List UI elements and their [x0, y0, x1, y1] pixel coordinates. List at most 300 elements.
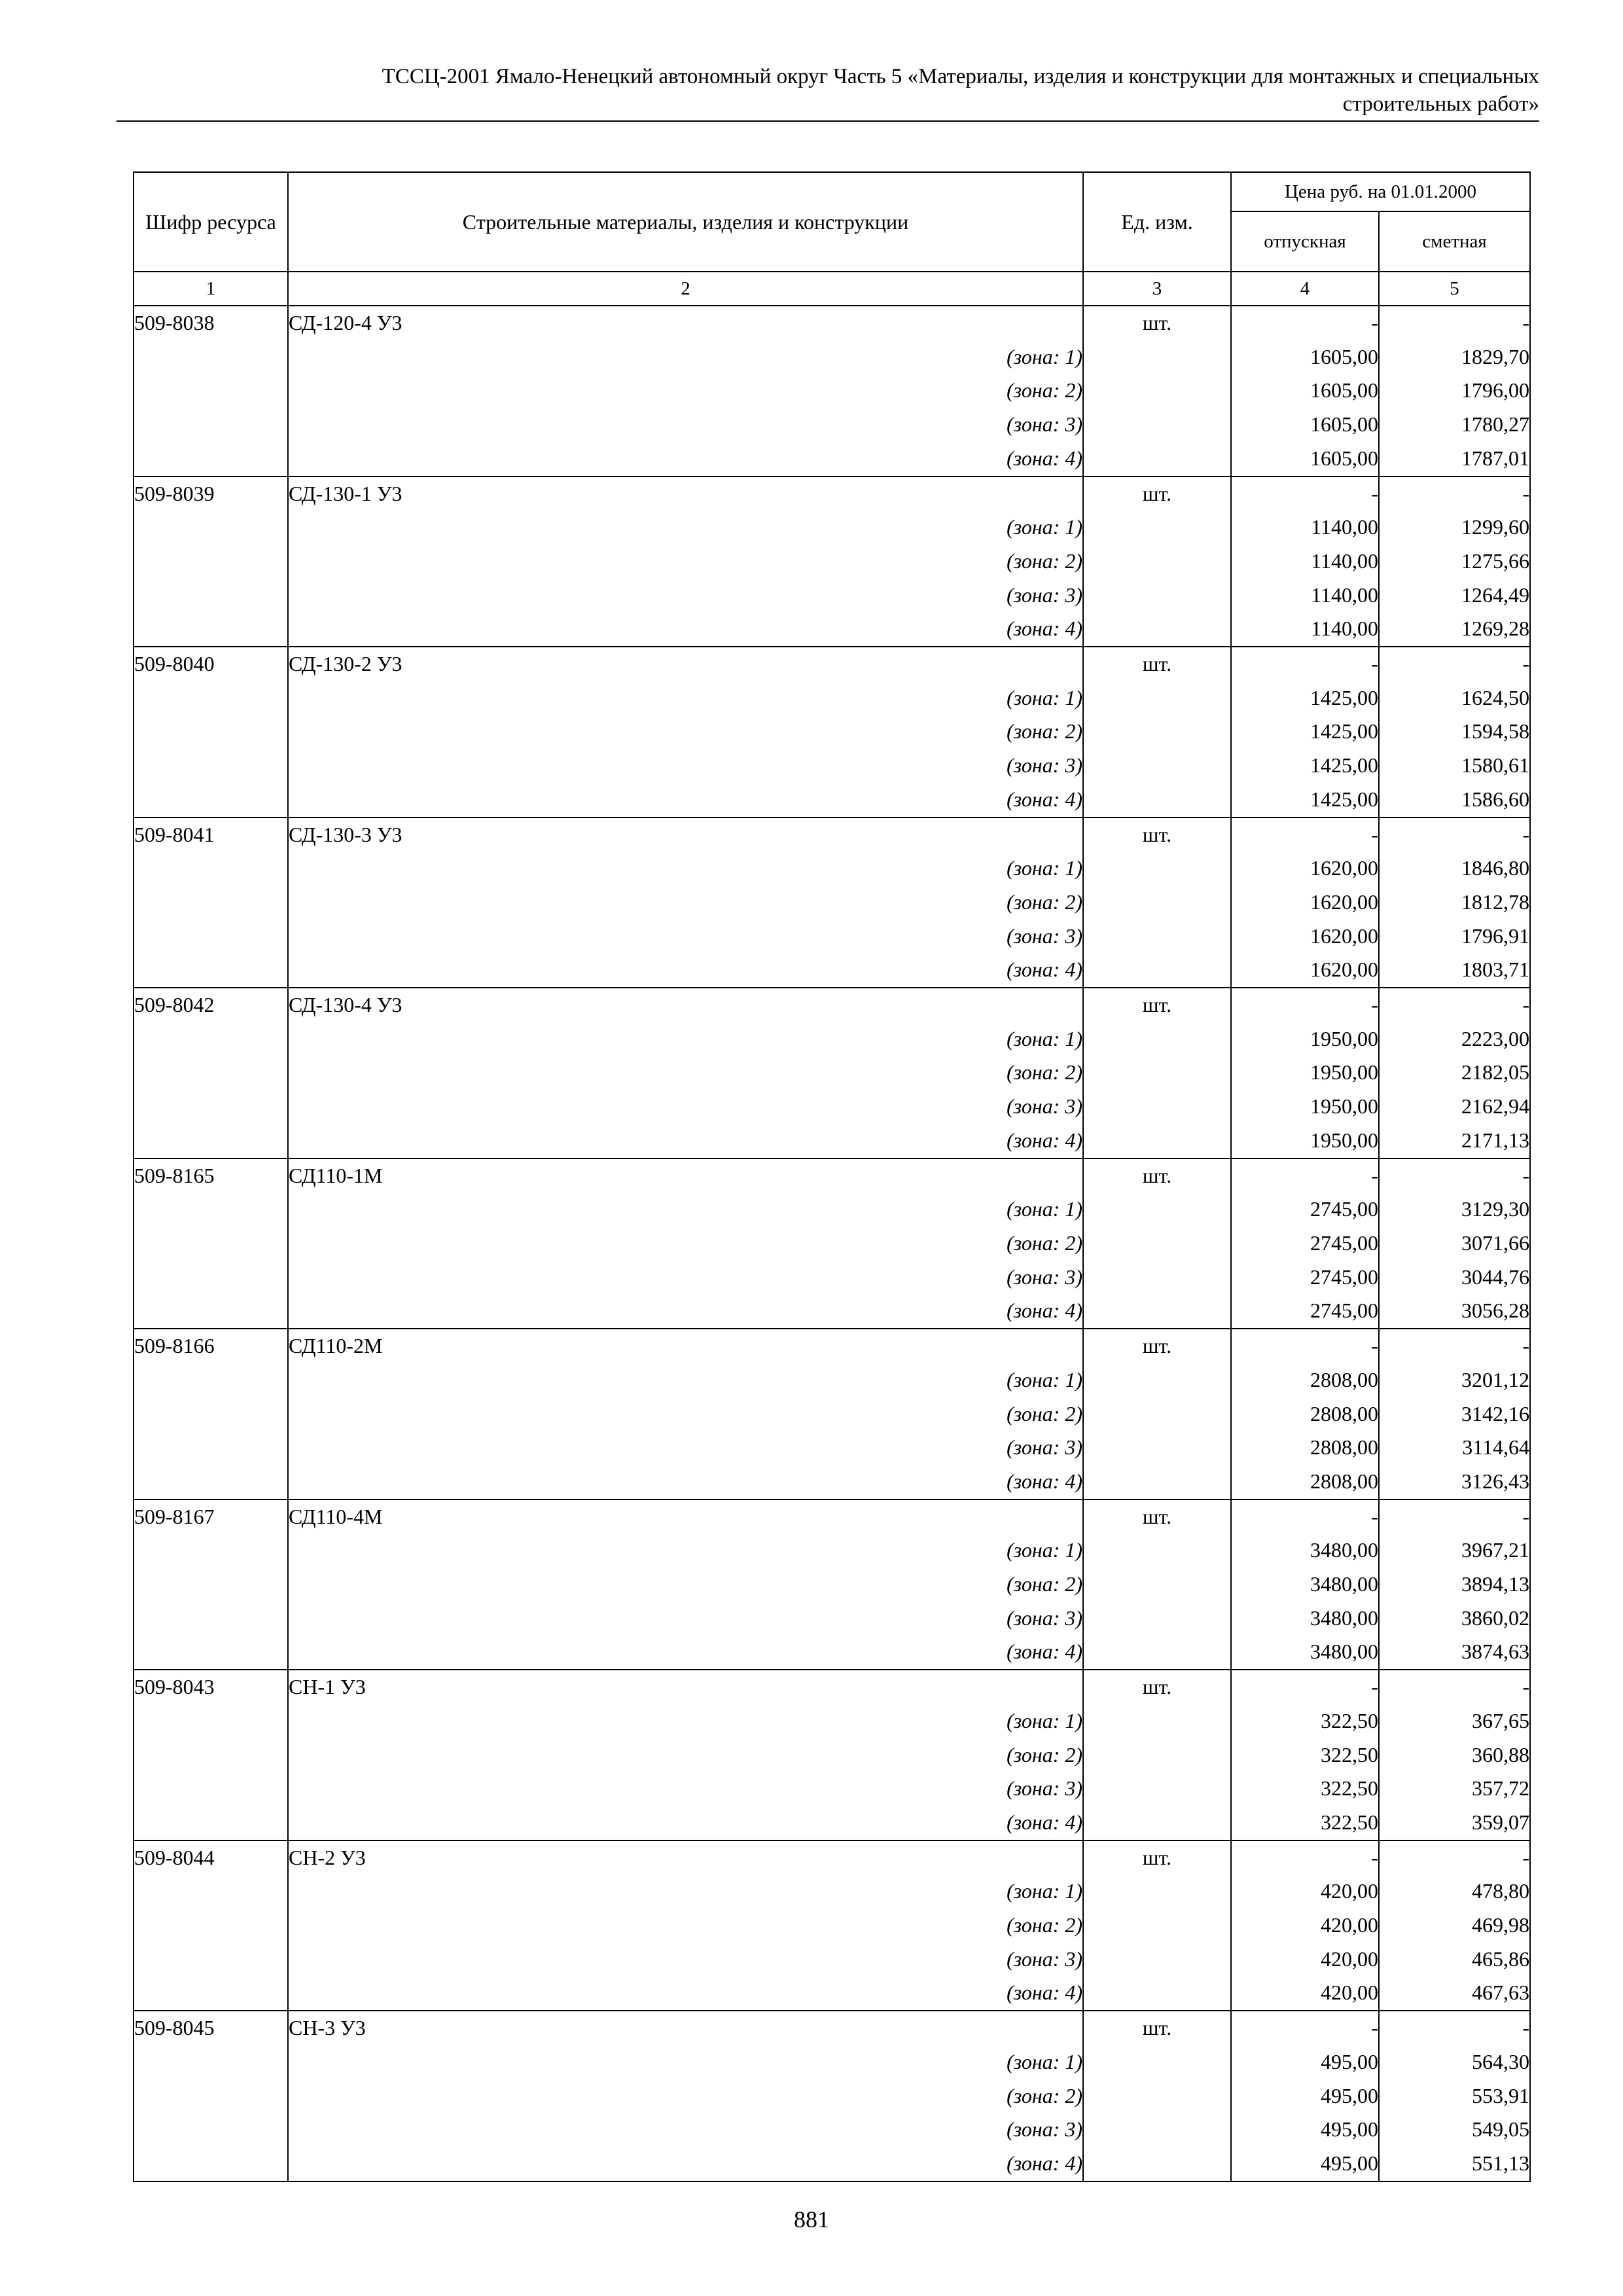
resource-code: 509-8041	[134, 817, 288, 852]
resource-code-empty	[134, 340, 288, 374]
resource-code: 509-8165	[134, 1158, 288, 1193]
unit-cell-empty	[1083, 1363, 1231, 1397]
unit-cell-empty	[1083, 953, 1231, 988]
zone-label: (зона: 2)	[288, 374, 1083, 408]
zone-label: (зона: 4)	[288, 953, 1083, 988]
zone-row	[134, 1874, 1530, 1909]
zone-label: (зона: 4)	[288, 2147, 1083, 2181]
zone-row	[134, 1124, 1530, 1158]
zone-row	[134, 2113, 1530, 2147]
price-estimate-cell: 1299,60	[1379, 511, 1530, 545]
zone-row	[134, 1022, 1530, 1056]
resource-code-empty	[134, 681, 288, 715]
zone-label: (зона: 2)	[288, 1397, 1083, 1431]
unit-cell-empty	[1083, 749, 1231, 783]
zone-row	[134, 749, 1530, 783]
zone-label: (зона: 3)	[288, 749, 1083, 783]
header-price-group: Цена руб. на 01.01.2000	[1231, 172, 1530, 211]
price-release-cell: 420,00	[1231, 1976, 1379, 2011]
price-estimate-cell: -	[1379, 988, 1530, 1022]
price-release-cell: 322,50	[1231, 1704, 1379, 1738]
resource-code-empty	[134, 1976, 288, 2011]
zone-label: (зона: 2)	[288, 1056, 1083, 1090]
zone-row	[134, 612, 1530, 647]
zone-label: (зона: 4)	[288, 1635, 1083, 1670]
table-row	[134, 306, 1530, 340]
zone-label: (зона: 4)	[288, 783, 1083, 817]
zone-row	[134, 511, 1530, 545]
zone-label: (зона: 1)	[288, 852, 1083, 886]
price-release-cell: 1950,00	[1231, 1056, 1379, 1090]
price-estimate-cell: -	[1379, 817, 1530, 852]
resource-code-empty	[134, 1193, 288, 1227]
resource-code-empty	[134, 1056, 288, 1090]
resource-code-empty	[134, 2113, 288, 2147]
header-code: Шифр ресурса	[134, 172, 288, 272]
unit-cell-empty	[1083, 886, 1231, 920]
price-estimate-cell: 3874,63	[1379, 1635, 1530, 1670]
unit-cell-empty	[1083, 1976, 1231, 2011]
price-estimate-cell: 2182,05	[1379, 1056, 1530, 1090]
zone-label: (зона: 1)	[288, 1534, 1083, 1568]
resource-code-empty	[134, 886, 288, 920]
unit-cell-empty	[1083, 1397, 1231, 1431]
resource-name: СД-130-4 У3	[288, 988, 1083, 1022]
price-release-cell: 1140,00	[1231, 579, 1379, 613]
zone-label: (зона: 2)	[288, 2079, 1083, 2113]
resource-code-empty	[134, 953, 288, 988]
price-estimate-cell: 3129,30	[1379, 1193, 1530, 1227]
resource-code-empty	[134, 1431, 288, 1465]
resource-code-empty	[134, 783, 288, 817]
zone-label: (зона: 1)	[288, 1193, 1083, 1227]
table-row	[134, 817, 1530, 852]
price-estimate-cell: 1624,50	[1379, 681, 1530, 715]
price-estimate-cell: 2171,13	[1379, 1124, 1530, 1158]
zone-label: (зона: 2)	[288, 1738, 1083, 1772]
price-release-cell: 2745,00	[1231, 1227, 1379, 1261]
price-release-cell: 2745,00	[1231, 1261, 1379, 1295]
price-estimate-cell: -	[1379, 1329, 1530, 1363]
zone-row	[134, 1294, 1530, 1329]
page-number: 881	[794, 2206, 829, 2233]
price-estimate-cell: 553,91	[1379, 2079, 1530, 2113]
unit-cell-empty	[1083, 1022, 1231, 1056]
price-estimate-cell: 3114,64	[1379, 1431, 1530, 1465]
unit-cell-empty	[1083, 1602, 1231, 1636]
price-release-cell: 1140,00	[1231, 612, 1379, 647]
price-release-cell: 1605,00	[1231, 340, 1379, 374]
unit-cell: шт.	[1083, 647, 1231, 681]
column-number: 1	[134, 272, 288, 306]
price-estimate-cell: 467,63	[1379, 1976, 1530, 2011]
zone-label: (зона: 2)	[288, 545, 1083, 579]
unit-cell-empty	[1083, 1431, 1231, 1465]
price-estimate-cell: 367,65	[1379, 1704, 1530, 1738]
resource-code-empty	[134, 1465, 288, 1499]
price-release-cell: -	[1231, 476, 1379, 511]
price-estimate-cell: -	[1379, 2011, 1530, 2045]
resource-code: 509-8042	[134, 988, 288, 1022]
price-estimate-cell: 3126,43	[1379, 1465, 1530, 1499]
resource-code-empty	[134, 1397, 288, 1431]
table-row	[134, 1329, 1530, 1363]
zone-label: (зона: 3)	[288, 1943, 1083, 1977]
price-release-cell: 420,00	[1231, 1943, 1379, 1977]
price-release-cell: -	[1231, 1329, 1379, 1363]
price-estimate-cell: -	[1379, 1158, 1530, 1193]
resource-code-empty	[134, 1124, 288, 1158]
price-estimate-cell: 1829,70	[1379, 340, 1530, 374]
zone-label: (зона: 4)	[288, 1806, 1083, 1840]
resource-code: 509-8045	[134, 2011, 288, 2045]
resource-code-empty	[134, 1704, 288, 1738]
price-release-cell: -	[1231, 306, 1379, 340]
resource-code-empty	[134, 1602, 288, 1636]
price-estimate-cell: 3056,28	[1379, 1294, 1530, 1329]
price-estimate-cell: 564,30	[1379, 2045, 1530, 2079]
resource-code: 509-8043	[134, 1670, 288, 1704]
resource-code-empty	[134, 1635, 288, 1670]
resource-code-empty	[134, 2147, 288, 2181]
price-release-cell: -	[1231, 1840, 1379, 1875]
resource-name: СД-130-1 У3	[288, 476, 1083, 511]
table-body	[134, 306, 1530, 2181]
price-estimate-cell: 469,98	[1379, 1909, 1530, 1943]
price-release-cell: 1140,00	[1231, 511, 1379, 545]
resource-code-empty	[134, 852, 288, 886]
unit-cell-empty	[1083, 1943, 1231, 1977]
price-estimate-cell: 3201,12	[1379, 1363, 1530, 1397]
unit-cell-empty	[1083, 1261, 1231, 1295]
price-estimate-cell: 1803,71	[1379, 953, 1530, 988]
price-estimate-cell: 549,05	[1379, 2113, 1530, 2147]
price-estimate-cell: -	[1379, 1840, 1530, 1875]
zone-label: (зона: 4)	[288, 1465, 1083, 1499]
unit-cell-empty	[1083, 1056, 1231, 1090]
resource-name: СД110-2М	[288, 1329, 1083, 1363]
zone-row	[134, 1193, 1530, 1227]
zone-row	[134, 2045, 1530, 2079]
price-release-cell: 495,00	[1231, 2147, 1379, 2181]
price-release-cell: 322,50	[1231, 1738, 1379, 1772]
unit-cell-empty	[1083, 2045, 1231, 2079]
resource-code-empty	[134, 1874, 288, 1909]
price-estimate-cell: 1269,28	[1379, 612, 1530, 647]
price-release-cell: 3480,00	[1231, 1635, 1379, 1670]
zone-row	[134, 2147, 1530, 2181]
price-estimate-cell: 3142,16	[1379, 1397, 1530, 1431]
header-line-1: ТССЦ-2001 Ямало-Ненецкий автономный округ Часть 5 «Материалы, изделия и конструкции для монтажных и специальных	[382, 65, 1539, 88]
resource-code-empty	[134, 1568, 288, 1602]
resource-code-empty	[134, 1909, 288, 1943]
zone-row	[134, 783, 1530, 817]
zone-label: (зона: 1)	[288, 1363, 1083, 1397]
resource-code-empty	[134, 1738, 288, 1772]
unit-cell: шт.	[1083, 988, 1231, 1022]
unit-cell: шт.	[1083, 476, 1231, 511]
unit-cell-empty	[1083, 1738, 1231, 1772]
header-price-estimate: сметная	[1379, 211, 1530, 272]
price-release-cell: 2808,00	[1231, 1397, 1379, 1431]
price-release-cell: 2808,00	[1231, 1431, 1379, 1465]
zone-label: (зона: 2)	[288, 1568, 1083, 1602]
unit-cell-empty	[1083, 340, 1231, 374]
resource-name: СД-130-2 У3	[288, 647, 1083, 681]
document-header	[116, 63, 1539, 118]
price-estimate-cell: 1580,61	[1379, 749, 1530, 783]
zone-row	[134, 1602, 1530, 1636]
price-release-cell: 1605,00	[1231, 408, 1379, 442]
price-estimate-cell: 359,07	[1379, 1806, 1530, 1840]
price-release-cell: 2808,00	[1231, 1465, 1379, 1499]
price-release-cell: 3480,00	[1231, 1568, 1379, 1602]
zone-row	[134, 681, 1530, 715]
zone-row	[134, 579, 1530, 613]
resource-name: СД-120-4 У3	[288, 306, 1083, 340]
unit-cell-empty	[1083, 1704, 1231, 1738]
unit-cell-empty	[1083, 1806, 1231, 1840]
price-estimate-cell: -	[1379, 647, 1530, 681]
unit-cell: шт.	[1083, 817, 1231, 852]
price-estimate-cell: 1796,00	[1379, 374, 1530, 408]
zone-label: (зона: 1)	[288, 2045, 1083, 2079]
price-release-cell: 1425,00	[1231, 783, 1379, 817]
unit-cell: шт.	[1083, 1670, 1231, 1704]
zone-row	[134, 1465, 1530, 1499]
unit-cell-empty	[1083, 1193, 1231, 1227]
zone-row	[134, 1056, 1530, 1090]
resource-code-empty	[134, 1090, 288, 1124]
price-release-cell: 1620,00	[1231, 852, 1379, 886]
price-estimate-cell: -	[1379, 1499, 1530, 1534]
unit-cell-empty	[1083, 1635, 1231, 1670]
unit-cell-empty	[1083, 920, 1231, 954]
resource-code-empty	[134, 408, 288, 442]
price-release-cell: -	[1231, 1670, 1379, 1704]
price-release-cell: 495,00	[1231, 2113, 1379, 2147]
resource-code-empty	[134, 511, 288, 545]
table-row	[134, 1499, 1530, 1534]
resource-name: СД-130-3 У3	[288, 817, 1083, 852]
zone-row	[134, 920, 1530, 954]
price-release-cell: 1620,00	[1231, 920, 1379, 954]
price-estimate-cell: 1780,27	[1379, 408, 1530, 442]
resource-code-empty	[134, 1534, 288, 1568]
price-table	[133, 171, 1531, 2182]
unit-cell-empty	[1083, 545, 1231, 579]
zone-label: (зона: 3)	[288, 2113, 1083, 2147]
resource-name: СД110-1М	[288, 1158, 1083, 1193]
price-estimate-cell: 551,13	[1379, 2147, 1530, 2181]
resource-name: СН-3 У3	[288, 2011, 1083, 2045]
zone-row	[134, 1806, 1530, 1840]
zone-label: (зона: 2)	[288, 1227, 1083, 1261]
unit-cell: шт.	[1083, 1329, 1231, 1363]
unit-cell-empty	[1083, 681, 1231, 715]
unit-cell-empty	[1083, 715, 1231, 749]
unit-cell-empty	[1083, 2113, 1231, 2147]
price-estimate-cell: -	[1379, 1670, 1530, 1704]
resource-name: СД110-4М	[288, 1499, 1083, 1534]
table-row	[134, 2011, 1530, 2045]
zone-label: (зона: 3)	[288, 1431, 1083, 1465]
resource-code-empty	[134, 749, 288, 783]
zone-label: (зона: 1)	[288, 1704, 1083, 1738]
zone-label: (зона: 4)	[288, 442, 1083, 476]
price-release-cell: 495,00	[1231, 2079, 1379, 2113]
zone-row	[134, 1090, 1530, 1124]
zone-row	[134, 545, 1530, 579]
zone-row	[134, 886, 1530, 920]
resource-code-empty	[134, 579, 288, 613]
price-estimate-cell: 360,88	[1379, 1738, 1530, 1772]
header-price-release: отпускная	[1231, 211, 1379, 272]
price-release-cell: 2745,00	[1231, 1294, 1379, 1329]
price-estimate-cell: 3044,76	[1379, 1261, 1530, 1295]
table-row	[134, 1158, 1530, 1193]
price-release-cell: 322,50	[1231, 1806, 1379, 1840]
price-release-cell: -	[1231, 2011, 1379, 2045]
unit-cell-empty	[1083, 1874, 1231, 1909]
header-line-2: строительных работ»	[1342, 92, 1539, 116]
column-number: 5	[1379, 272, 1530, 306]
unit-cell-empty	[1083, 852, 1231, 886]
zone-label: (зона: 3)	[288, 408, 1083, 442]
zone-row	[134, 1363, 1530, 1397]
unit-cell-empty	[1083, 783, 1231, 817]
zone-row	[134, 408, 1530, 442]
zone-label: (зона: 2)	[288, 1909, 1083, 1943]
resource-code-empty	[134, 2045, 288, 2079]
price-estimate-cell: 478,80	[1379, 1874, 1530, 1909]
zone-row	[134, 1704, 1530, 1738]
unit-cell-empty	[1083, 612, 1231, 647]
zone-label: (зона: 3)	[288, 1772, 1083, 1806]
resource-code-empty	[134, 545, 288, 579]
unit-cell-empty	[1083, 1227, 1231, 1261]
zone-row	[134, 1534, 1530, 1568]
price-release-cell: 1950,00	[1231, 1022, 1379, 1056]
price-release-cell: 3480,00	[1231, 1602, 1379, 1636]
price-estimate-cell: 3071,66	[1379, 1227, 1530, 1261]
price-estimate-cell: 2162,94	[1379, 1090, 1530, 1124]
resource-code: 509-8040	[134, 647, 288, 681]
unit-cell-empty	[1083, 2079, 1231, 2113]
price-release-cell: 2808,00	[1231, 1363, 1379, 1397]
price-estimate-cell: 1812,78	[1379, 886, 1530, 920]
price-estimate-cell: 465,86	[1379, 1943, 1530, 1977]
table-row	[134, 1670, 1530, 1704]
table-row	[134, 988, 1530, 1022]
resource-code-empty	[134, 1806, 288, 1840]
zone-row	[134, 1976, 1530, 2011]
unit-cell-empty	[1083, 442, 1231, 476]
unit-cell: шт.	[1083, 1840, 1231, 1875]
resource-code-empty	[134, 1294, 288, 1329]
resource-code-empty	[134, 1227, 288, 1261]
price-release-cell: 2745,00	[1231, 1193, 1379, 1227]
price-estimate-cell: 1796,91	[1379, 920, 1530, 954]
price-estimate-cell: 3967,21	[1379, 1534, 1530, 1568]
price-estimate-cell: 1264,49	[1379, 579, 1530, 613]
zone-label: (зона: 3)	[288, 920, 1083, 954]
price-release-cell: 1140,00	[1231, 545, 1379, 579]
price-estimate-cell: 3860,02	[1379, 1602, 1530, 1636]
unit-cell-empty	[1083, 1124, 1231, 1158]
unit-cell-empty	[1083, 579, 1231, 613]
price-release-cell: 495,00	[1231, 2045, 1379, 2079]
price-release-cell: -	[1231, 817, 1379, 852]
zone-row	[134, 852, 1530, 886]
resource-code: 509-8039	[134, 476, 288, 511]
zone-row	[134, 1738, 1530, 1772]
zone-row	[134, 953, 1530, 988]
unit-cell-empty	[1083, 511, 1231, 545]
price-release-cell: 1620,00	[1231, 953, 1379, 988]
price-estimate-cell: 1586,60	[1379, 783, 1530, 817]
zone-row	[134, 1568, 1530, 1602]
zone-label: (зона: 4)	[288, 1294, 1083, 1329]
resource-code-empty	[134, 1261, 288, 1295]
unit-cell: шт.	[1083, 1158, 1231, 1193]
table-row	[134, 647, 1530, 681]
unit-cell-empty	[1083, 1534, 1231, 1568]
resource-code-empty	[134, 1022, 288, 1056]
price-release-cell: 3480,00	[1231, 1534, 1379, 1568]
price-release-cell: -	[1231, 988, 1379, 1022]
price-release-cell: 420,00	[1231, 1909, 1379, 1943]
resource-name: СН-1 У3	[288, 1670, 1083, 1704]
zone-label: (зона: 3)	[288, 1261, 1083, 1295]
resource-name: СН-2 У3	[288, 1840, 1083, 1875]
resource-code: 509-8044	[134, 1840, 288, 1875]
table-row	[134, 1840, 1530, 1875]
zone-row	[134, 1909, 1530, 1943]
price-estimate-cell: 1787,01	[1379, 442, 1530, 476]
unit-cell-empty	[1083, 1568, 1231, 1602]
zone-row	[134, 1261, 1530, 1295]
resource-code: 509-8166	[134, 1329, 288, 1363]
price-release-cell: 1425,00	[1231, 681, 1379, 715]
unit-cell: шт.	[1083, 2011, 1231, 2045]
unit-cell-empty	[1083, 1772, 1231, 1806]
zone-row	[134, 715, 1530, 749]
unit-cell-empty	[1083, 408, 1231, 442]
column-number: 4	[1231, 272, 1379, 306]
column-numbers-row	[134, 272, 1530, 306]
resource-code-empty	[134, 2079, 288, 2113]
price-release-cell: 1425,00	[1231, 715, 1379, 749]
zone-row	[134, 442, 1530, 476]
price-release-cell: 1950,00	[1231, 1124, 1379, 1158]
unit-cell-empty	[1083, 1294, 1231, 1329]
zone-label: (зона: 2)	[288, 886, 1083, 920]
zone-row	[134, 1943, 1530, 1977]
zone-row	[134, 1397, 1530, 1431]
price-estimate-cell: 2223,00	[1379, 1022, 1530, 1056]
price-release-cell: -	[1231, 1158, 1379, 1193]
price-release-cell: 420,00	[1231, 1874, 1379, 1909]
zone-label: (зона: 2)	[288, 715, 1083, 749]
price-release-cell: 1620,00	[1231, 886, 1379, 920]
zone-label: (зона: 1)	[288, 1022, 1083, 1056]
price-release-cell: 322,50	[1231, 1772, 1379, 1806]
zone-label: (зона: 1)	[288, 1874, 1083, 1909]
resource-code-empty	[134, 1943, 288, 1977]
zone-row	[134, 374, 1530, 408]
resource-code-empty	[134, 612, 288, 647]
